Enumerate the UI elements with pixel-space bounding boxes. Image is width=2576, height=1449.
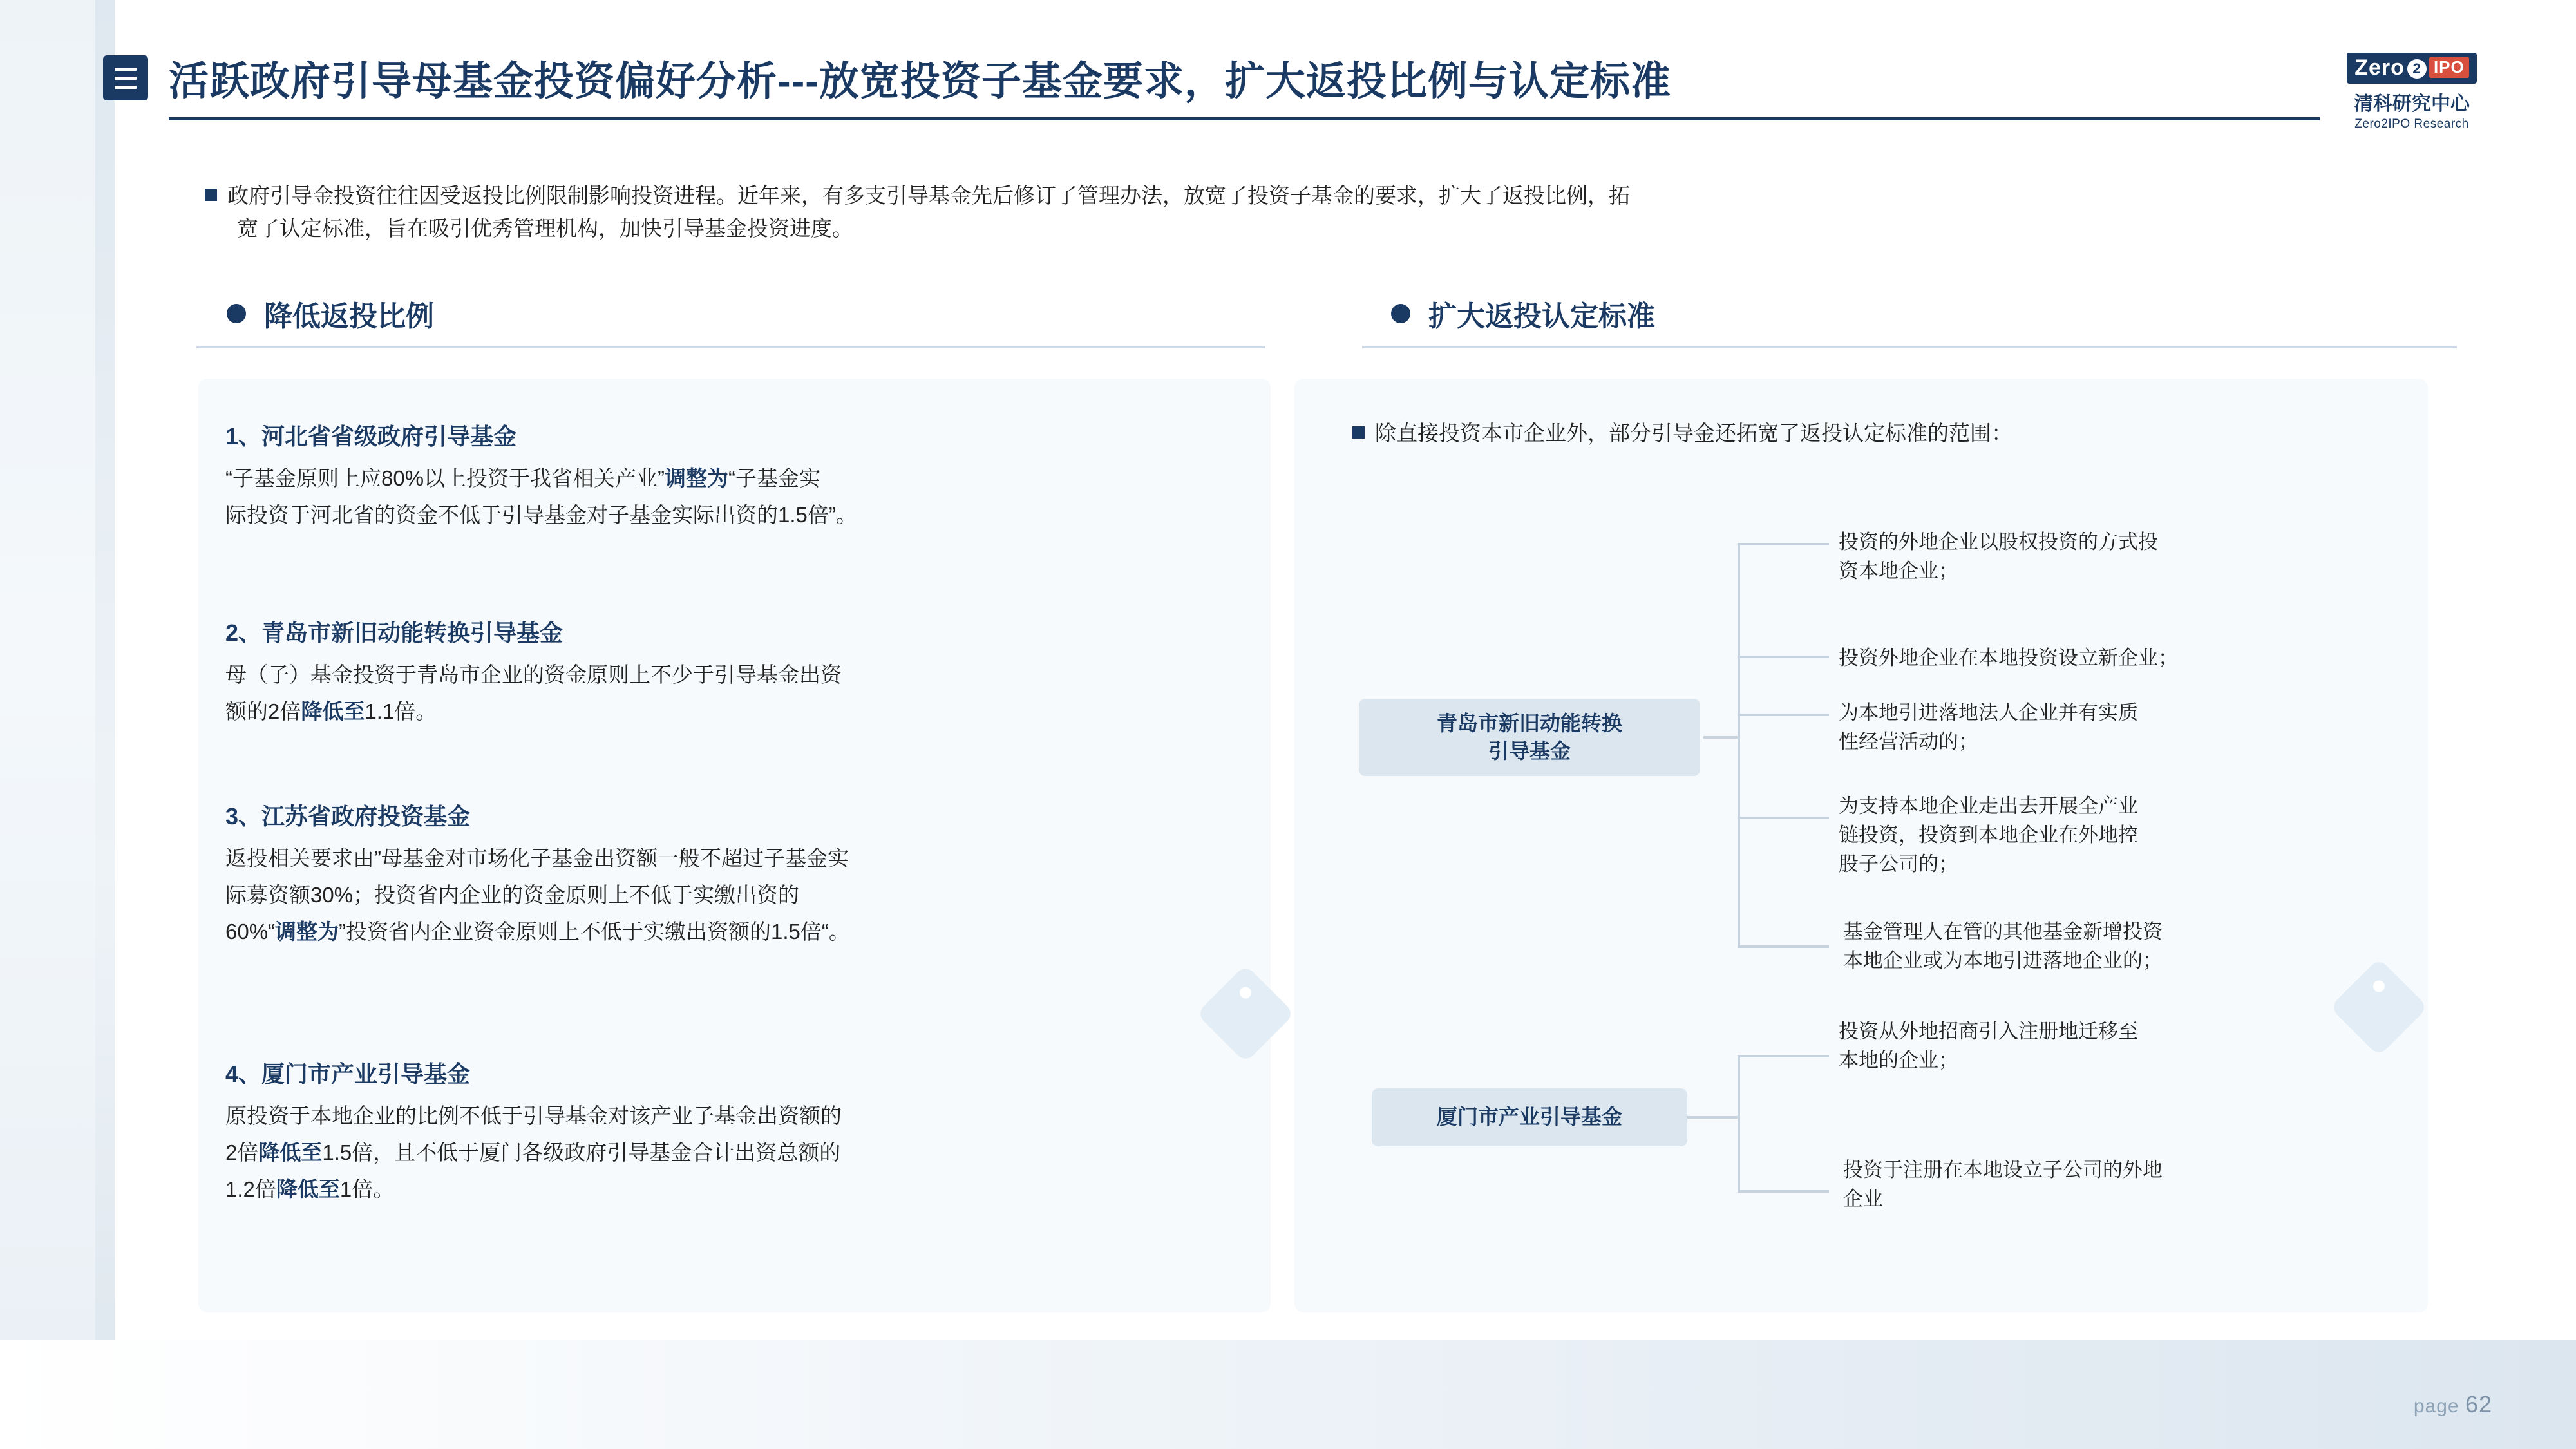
right-item-line: 投资从外地招商引入注册地迁移至 xyxy=(1839,1020,2138,1043)
item-body-emphasis: 调整为 xyxy=(275,919,339,943)
bullet-square-icon xyxy=(1352,426,1365,439)
item-body-part: ”投资省内企业资金原则上不低于实缴出资额的1.5倍“。 xyxy=(339,919,850,943)
item-body-emphasis: 降低至 xyxy=(258,1140,323,1164)
brand-logo xyxy=(2306,53,2518,131)
page-title: 活跃政府引导母基金投资偏好分析---放宽投资子基金要求，扩大返投比例与认定标准 xyxy=(169,59,1671,104)
right-item-line: 本地的企业； xyxy=(1839,1048,1958,1072)
slide-header xyxy=(97,45,2492,122)
logo-english-name: Zero2IPO Research xyxy=(2354,117,2469,131)
right-item-line: 本地企业或为本地引进落地企业的； xyxy=(1843,949,2163,972)
item-body-part: 返投相关要求由”母基金对市场化子基金出资额一般不超过子基金实 xyxy=(225,846,849,870)
logo-zero-text: Zero xyxy=(2354,55,2405,80)
logo-ipo-text: IPO xyxy=(2429,57,2469,78)
right-panel-bullet-label: 除直接投资本市企业外，部分引导金还拓宽了返投认定标准的范围： xyxy=(1375,421,2012,445)
right-item-text xyxy=(1839,528,2418,586)
title-underline xyxy=(169,117,2320,120)
bullet-dot-icon xyxy=(227,304,246,323)
right-item-line: 投资的外地企业以股权投资的方式投 xyxy=(1839,531,2158,553)
logo-two-text: 2 xyxy=(2407,59,2427,79)
right-item-text xyxy=(1843,1156,2423,1214)
item-body-emphasis: 降低至 xyxy=(276,1177,340,1201)
item-body-emphasis: 调整为 xyxy=(665,466,729,490)
right-item-line: 资本地企业； xyxy=(1839,559,1958,582)
right-item-text xyxy=(1839,1018,2418,1075)
right-item-line: 为本地引进落地法人企业并有实质 xyxy=(1839,701,2138,724)
item-title: 1、河北省省级政府引导基金 xyxy=(225,423,517,450)
right-item-line: 投资外地企业在本地投资设立新企业； xyxy=(1839,647,2178,669)
list-item xyxy=(225,615,1249,730)
item-body xyxy=(225,460,1249,534)
intro-line-1: 政府引导金投资往往因受返投比例限制影响投资进程。近年来，有多支引导基金先后修订了管理办法，放宽了投资子基金的要求，扩大了返投比例，拓 xyxy=(227,184,1630,207)
item-body-part: 1倍。 xyxy=(339,1177,395,1201)
page-number-value: 62 xyxy=(2465,1391,2492,1417)
section-heading-right xyxy=(1391,293,1655,334)
right-item-line: 性经营活动的； xyxy=(1839,730,1978,753)
right-item-line: 链投资，投资到本地企业在外地控 xyxy=(1839,823,2138,846)
right-item-line: 股子公司的； xyxy=(1839,852,1958,875)
bullet-square-icon xyxy=(205,189,217,201)
page-number xyxy=(2414,1391,2492,1418)
section-heading-right-label: 扩大返投认定标准 xyxy=(1428,301,1655,332)
list-item xyxy=(225,1056,1249,1208)
section-heading-left-label: 降低返投比例 xyxy=(264,301,434,332)
right-item-text xyxy=(1839,644,2418,673)
right-item-line: 基金管理人在管的其他基金新增投资 xyxy=(1843,920,2163,943)
logo-wordmark xyxy=(2347,53,2476,84)
right-item-text xyxy=(1843,918,2423,976)
right-item-text xyxy=(1839,699,2418,757)
item-title: 3、江苏省政府投资基金 xyxy=(225,803,471,829)
item-body-part: 1.1倍。 xyxy=(365,699,437,723)
item-body-part: “子基金原则上应80%以上投资于我省相关产业” xyxy=(225,466,665,490)
node-xiamen-fund-label: 厦门市产业引导基金 xyxy=(1436,1105,1622,1129)
node-qingdao-fund xyxy=(1359,699,1700,776)
page-number-label: page xyxy=(2413,1396,2459,1417)
left-edge-band-inner xyxy=(95,0,115,1449)
intro-line-2: 宽了认定标准，旨在吸引优秀管理机构，加快引导基金投资进度。 xyxy=(237,216,853,241)
section-right-divider xyxy=(1362,346,2457,348)
hamburger-icon xyxy=(103,55,148,100)
item-body-part: 际投资于河北省的资金不低于引导基金对子基金实际出资的1.5倍”。 xyxy=(225,502,857,527)
item-body-part: 60%“ xyxy=(225,919,276,943)
intro-paragraph xyxy=(205,179,2427,245)
item-title: 4、厦门市产业引导基金 xyxy=(225,1061,471,1087)
right-item-line: 企业 xyxy=(1843,1187,1883,1210)
right-panel-bullet xyxy=(1352,417,2402,450)
list-item xyxy=(225,799,1249,950)
right-item-text xyxy=(1839,792,2418,879)
right-item-line: 为支持本地企业走出去开展全产业 xyxy=(1839,795,2138,817)
item-body-part: 1.2倍 xyxy=(225,1177,276,1201)
section-left-divider xyxy=(196,346,1265,348)
item-body-part: 际募资额30%；投资省内企业的资金原则上不低于实缴出资的 xyxy=(225,882,800,907)
item-body-emphasis: 降低至 xyxy=(301,699,365,723)
item-body-part: 2倍 xyxy=(225,1140,259,1164)
item-body-part: 额的2倍 xyxy=(225,699,301,723)
node-qingdao-fund-label: 青岛市新旧动能转换 引导基金 xyxy=(1436,711,1622,762)
item-body-part: “子基金实 xyxy=(728,466,821,490)
bullet-dot-icon xyxy=(1391,304,1410,323)
item-body xyxy=(225,840,1249,950)
bottom-gradient-band xyxy=(0,1340,2576,1449)
item-body-part: 原投资于本地企业的比例不低于引导基金对该产业子基金出资额的 xyxy=(225,1104,842,1128)
item-body-part: 1.5倍，且不低于厦门各级政府引导基金合计出资总额的 xyxy=(322,1140,841,1164)
logo-chinese-name: 清科研究中心 xyxy=(2354,93,2470,115)
list-item xyxy=(225,419,1249,534)
item-title: 2、青岛市新旧动能转换引导基金 xyxy=(225,620,564,646)
item-body-part: 母（子）基金投资于青岛市企业的资金原则上不少于引导基金出资 xyxy=(225,663,842,687)
right-item-line: 投资于注册在本地设立子公司的外地 xyxy=(1843,1159,2163,1181)
section-heading-left xyxy=(227,293,434,334)
node-xiamen-fund xyxy=(1372,1088,1687,1146)
item-body xyxy=(225,657,1249,730)
item-body xyxy=(225,1098,1249,1208)
